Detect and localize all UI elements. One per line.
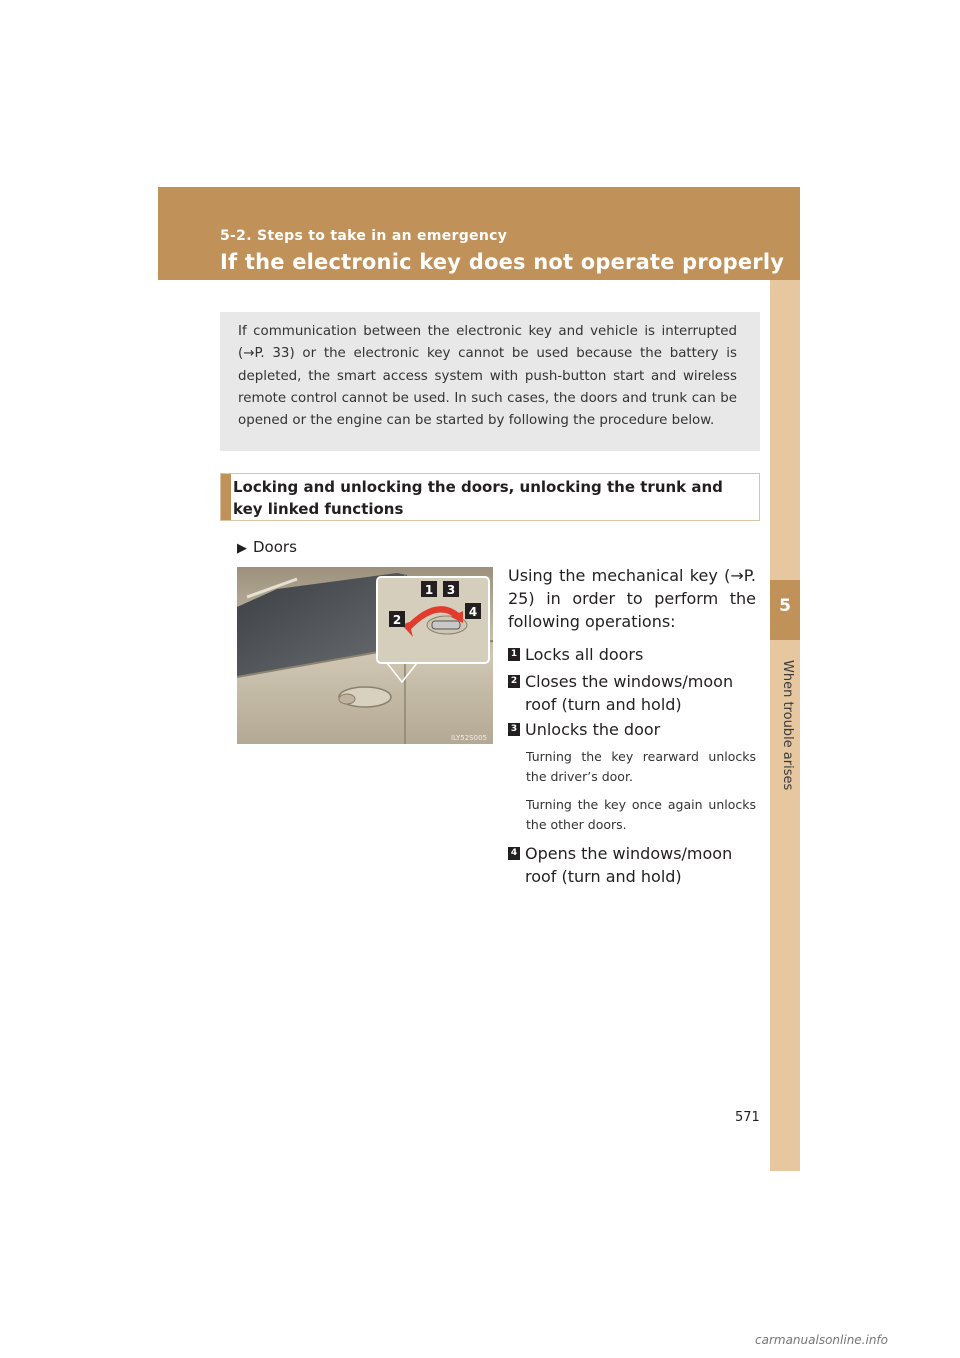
subsection-heading-box (220, 473, 760, 521)
callout-1-label: 1 (424, 583, 434, 597)
step-item (508, 643, 758, 666)
step-item (508, 670, 758, 716)
step-item (508, 718, 758, 741)
doors-label-text: Doors (253, 538, 297, 556)
step-number-badge: 1 (508, 648, 520, 661)
door-handle-illustration (237, 567, 493, 744)
step-number-badge: 4 (508, 847, 520, 860)
intro-text: If communication between the electronic key and vehicle is interrupted (→P. 33) or the electronic key cannot be used because the battery is depleted, the smart access system with push-button start and wireless remote control cannot be used. In such cases, the doors and trunk can be opened or the engine can be started by following the procedure below. (238, 324, 737, 429)
page-number: 571 (735, 1110, 760, 1125)
step-text: Closes the windows/moon roof (turn and hold) (525, 672, 734, 714)
step-text: Opens the windows/moon roof (turn and hold) (525, 844, 733, 886)
keyhole-cover (339, 694, 355, 704)
section-label: 5-2. Steps to take in an emergency (220, 228, 508, 244)
chapter-number: 5 (779, 596, 791, 616)
step-text: Unlocks the door (525, 720, 661, 739)
callout-3-label: 3 (446, 583, 456, 597)
callout-4-label: 4 (468, 605, 478, 619)
watermark-text: carmanualsonline.info (755, 1333, 889, 1347)
chapter-name: When trouble arises (780, 660, 795, 791)
step-text: Locks all doors (525, 645, 644, 664)
note-text: Turning the key rearward unlocks the driver’s door. (526, 749, 756, 784)
step-item (508, 842, 758, 888)
triangle-bullet-icon: ▶ (237, 541, 247, 556)
subsection-accent-bar (221, 474, 231, 520)
subsection-heading: Locking and unlocking the doors, unlocking the trunk and key linked functions (233, 478, 723, 518)
mechanical-key (432, 621, 460, 629)
page-title: If the electronic key does not operate properly (220, 250, 785, 274)
figure-code: ILY52S005 (450, 734, 487, 742)
callout-2-label: 2 (392, 613, 402, 627)
step-number-badge: 3 (508, 723, 520, 736)
step-number-badge: 2 (508, 675, 520, 688)
doors-description: Using the mechanical key (→P. 25) in order to perform the following operations: (508, 566, 756, 631)
doors-label (237, 538, 297, 556)
note-text: Turning the key once again unlocks the other doors. (526, 797, 756, 832)
